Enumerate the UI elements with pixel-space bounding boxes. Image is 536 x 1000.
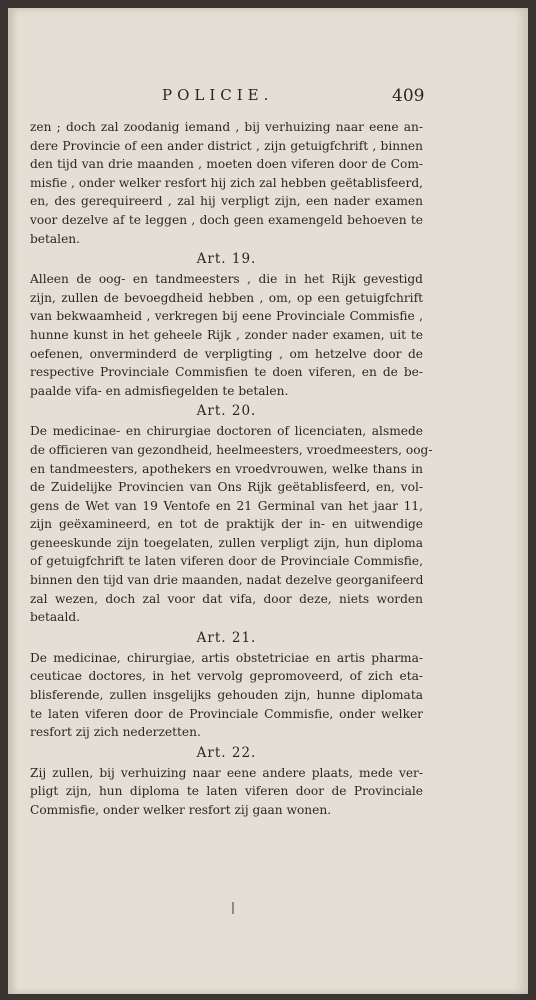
article-heading: Art. 19. (196, 251, 257, 268)
text-line: den tijd van drie maanden , moeten doen viferen door de Com- (30, 157, 423, 172)
article-heading: Art. 22. (196, 744, 257, 761)
text-line: zal wezen, doch zal voor dat vifa, door deze, niets worden (30, 591, 423, 606)
text-line: de Zuidelijke Provincien van Ons Rijk geëtablisfeerd, en, vol- (30, 480, 423, 495)
text-line: binnen den tijd van drie maanden, nadat dezelve georganifeerd (30, 573, 424, 588)
running-title: POLICIE. (162, 86, 274, 104)
text-line: en, des gerequireerd , zal hij verpligt zijn, een nader examen (30, 194, 423, 209)
text-line: betalen. (30, 231, 81, 246)
text-line: Alleen de oog- en tandmeesters , die in het Rijk gevestigd (30, 272, 423, 287)
text-line: De medicinae- en chirurgiae doctoren of licenciaten, alsmede (30, 424, 423, 439)
text-line: van bekwaamheid , verkregen bij eene Provinciale Commisfie , (30, 309, 423, 324)
text-line: De medicinae, chirurgiae, artis obstetriciae en artis pharma- (30, 650, 423, 665)
text-line: misfie , onder welker resfort hij zich zal hebben geëtablisfeerd, (30, 175, 423, 190)
body-text (30, 118, 433, 820)
text-line: ceuticae doctores, in het vervolg gepromoveerd, of zich eta- (30, 669, 423, 684)
text-line: respective Provinciale Commisfien te doen viferen, en de be- (30, 365, 423, 380)
text-line: oefenen, onverminderd de verpligting , om hetzelve door de (30, 346, 423, 361)
text-line: geneeskunde zijn toegelaten, zullen verpligt zijn, hun diploma (30, 535, 423, 550)
text-line: te laten viferen door de Provinciale Commisfie, onder welker (30, 706, 423, 721)
ink-mark (232, 902, 234, 914)
article-heading: Art. 20. (196, 403, 257, 420)
text-line: zen ; doch zal zoodanig iemand , bij verhuizing naar eene an- (30, 120, 423, 134)
text-line: zijn, zullen de bevoegdheid hebben , om, op een getuigfchrift (30, 290, 423, 305)
text-line: of getuigfchrift te laten viferen door de Provinciale Commisfie, (30, 554, 423, 569)
text-line: zijn geëxamineerd, en tot de praktijk der in- en uitwendige (30, 517, 423, 532)
text-line: de officieren van gezondheid, heelmeesters, vroedmeesters, oog- (30, 442, 433, 457)
text-line: gens de Wet van 19 Ventofe en 21 Germinal van het jaar 11, (30, 498, 423, 513)
text-line: en tandmeesters, apothekers en vroedvrouwen, welke thans in (30, 461, 423, 476)
text-line: resfort zij zich nederzetten. (30, 725, 201, 740)
page-gutter-shadow (8, 8, 18, 994)
page-number: 409 (392, 86, 425, 106)
text-line: Zij zullen, bij verhuizing naar eene andere plaats, mede ver- (30, 765, 423, 780)
text-line: Commisfie, onder welker resfort zij gaan wonen. (30, 803, 332, 817)
article-heading: Art. 21. (196, 629, 257, 646)
text-line: pligt zijn, hun diploma te laten viferen door de Provinciale (30, 784, 423, 799)
text-line: paalde vifa- en admisfiegelden te betalen. (30, 383, 289, 398)
text-line: hunne kunst in het geheele Rijk , zonder nader examen, uit te (30, 327, 423, 342)
text-line: voor dezelve af te leggen , doch geen examengeld behoeven te (30, 212, 423, 227)
text-line: dere Provincie of een ander district , zijn getuigfchrift , binnen (30, 138, 423, 153)
text-line: blisferende, zullen insgelijks gehouden zijn, hunne diplomata (30, 688, 423, 703)
text-line: betaald. (30, 610, 81, 625)
